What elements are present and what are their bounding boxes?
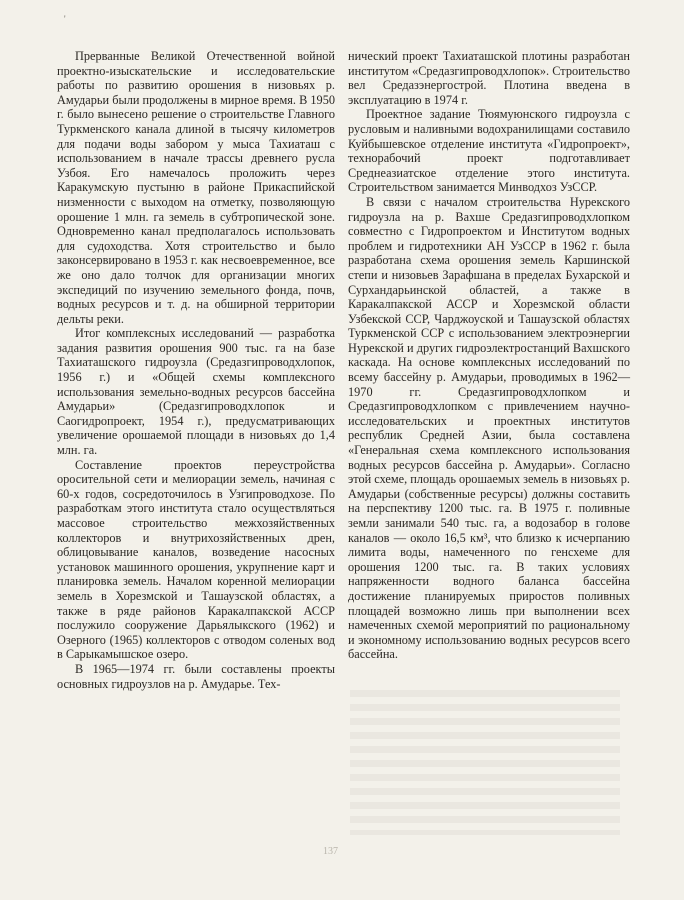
paragraph: Проектное задание Тюямуюнского гидроузла с русловым и наливными водохранилищами составило Куйбышевское отделение института «Гидропроект», технорабочий проект подготавливает Среднеазиатское отделение этого института. Строительством занимается Минводхоз УзССР. — [348, 107, 630, 195]
paragraph: Составление проектов переустройства оросительной сети и мелиорации земель, начиная с 60-х годов, сосредоточилось в Узгипроводхозе. По разработкам этого института стало осуществляться массовое строительство межхозяйственных коллекторов и внутрихозяйственных дрен, облицовывание каналов, возведение насосных установок машинного орошения, укрупнение карт и планировка земель. Началом коренной мелиорации земель в Хорезмской и Ташаузской областях, а также в ряде районов Каракалпакской АССР послужило сооружение Дарьялыкского (1962) и Озерного (1965) коллекторов с отводом соленых вод в Сарыкамышское озеро. — [57, 457, 335, 662]
right-column — [348, 49, 630, 662]
page-number: 137 — [323, 846, 338, 857]
paragraph-continued: нический проект Тахиаташской плотины разработан институтом «Средазгипроводхлопок». Строительство вел Средазэнергострой. Плотина введена в эксплуатацию в 1974 г. — [348, 49, 630, 107]
corner-mark: ' — [64, 14, 66, 24]
paragraph: Итог комплексных исследований — разработка задания развития орошения 900 тыс. га на базе Тахиаташского гидроузла (Средазгипроводхлопок, 1956 г.) и «Общей схемы комплексного использования земельно-водных ресурсов бассейна Амударьи» (Средазгипроводхлопок и Саогидропроект, 1954 г.), предусматривающих увеличение орошаемой площади в низовьях до 1,4 млн. га. — [57, 326, 335, 458]
show-through-bleed — [350, 690, 620, 835]
left-column — [57, 49, 335, 691]
paragraph: Прерванные Великой Отечественной войной проектно-изыскательские и исследовательские работы по развитию орошения в низовьях р. Амударьи были продолжены в мирное время. В 1950 г. было вынесено решение о строительстве Главного Туркменского канала длиной в тысячу километров для подачи воды забором у мыса Тахиаташ с использованием в начале трассы древнего русла Узбоя. Его намечалось проложить через Каракумскую пустыню в районе Прикаспийской низменности с выходом на отметку, позволяющую орошение 1 млн. га земель в субтропической зоне. Одновременно канал предполагалось использовать для судоходства. Хотя строительство и было законсервировано в 1953 г. как несвоевременное, все же оно дало толчок для организации многих экспедиций по изучению земельного фонда, почв, водных ресурсов и т. д. на обширной территории дельты реки. — [57, 49, 335, 326]
paragraph: В 1965—1974 гг. были составлены проекты основных гидроузлов на р. Амударье. Тех- — [57, 661, 335, 691]
paragraph: В связи с началом строительства Нурекского гидроузла на р. Вахше Средазгипроводхлопком совместно с Гидропроектом и Институтом водных проблем и гидротехники АН УзССР в 1962 г. была разработана схема орошения земель Каршинской степи и низовьев Зарафшана в пределах Бухарской и Сурхандарьинской областей, а также в Каракалпакской АССР и Хорезмской области Узбекской ССР, Чарджоуской и Ташаузской областях Туркменской ССР с использованием электроэнергии Нурекской и других гидроэлектростанций Вахшского каскада. На основе комплексных исследований по всему бассейну р. Амударьи, проводимых в 1962—1970 гг. Средазгипроводхлопком и Средазгипроводхлопком с привлечением научно-исследовательских и проектных институтов республик Средней Азии, была составлена «Генеральная схема комплексного использования водных ресурсов бассейна р. Амударьи». Согласно этой схеме, площадь орошаемых земель в низовьях р. Амударьи (собственные ресурсы) должны составить на перспективу 1200 тыс. га. В 1975 г. поливные земли занимали 540 тыс. га, а водозабор в голове каналов — около 16,5 км³, что близко к исчерпанию лимита воды, намеченного по генсхеме для орошения 1200 тыс. га. В таких условиях напряженности водного баланса бассейна достижение планируемых приростов поливных площадей возможно лишь при выполнении всех намеченных схемой мероприятий по рациональному и экономному использованию водных ресурсов всего бассейна. — [348, 194, 630, 662]
